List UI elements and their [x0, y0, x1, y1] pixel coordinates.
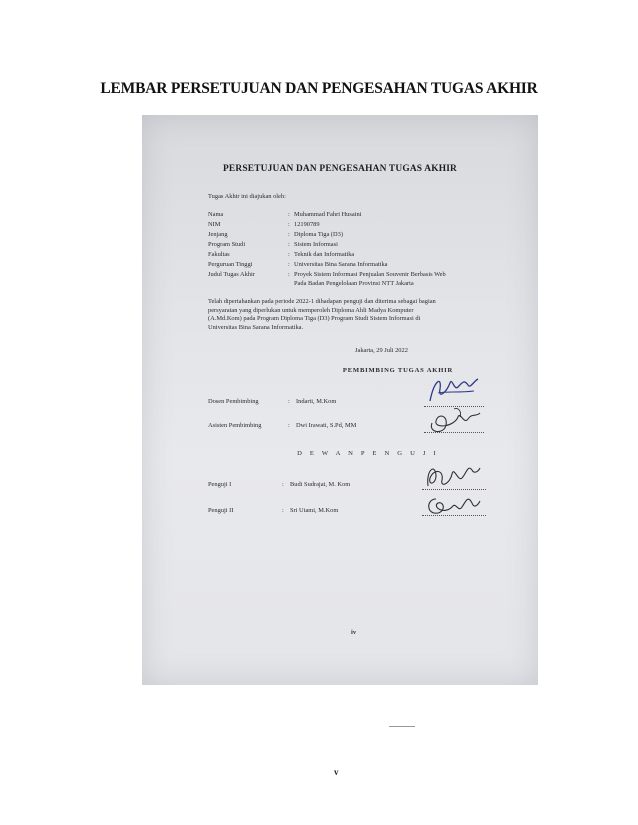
field-colon: :	[282, 481, 284, 488]
examiner-name: Budi Sudrajat, M. Kom	[290, 481, 351, 488]
field-label: Jenjang	[208, 231, 228, 238]
paragraph-line: Universitas Bina Sarana Informatika.	[208, 324, 304, 332]
field-label: Nama	[208, 211, 224, 218]
field-value: Muhammad Fahri Husaini	[294, 211, 362, 218]
field-colon: :	[288, 271, 290, 278]
examiner-heading: D E W A N P E N G U J I	[297, 450, 439, 457]
bottom-page-mark: v	[334, 767, 339, 777]
paragraph-line: persyaratan yang diperlukan untuk memperoleh Diploma Ahli Madya Komputer	[208, 306, 414, 314]
field-value: 12190789	[294, 221, 320, 228]
field-colon: :	[288, 261, 290, 268]
field-label: NIM	[208, 221, 221, 228]
field-label: Program Studi	[208, 241, 246, 248]
field-colon: :	[288, 251, 290, 258]
document-page-number: iv	[351, 629, 357, 636]
field-value: Sistem Informasi	[294, 241, 338, 248]
separator-line	[389, 726, 415, 727]
field-label: Judul Tugas Akhir	[208, 271, 255, 278]
supervisor-name: Indarti, M.Kom	[296, 398, 337, 405]
field-colon: :	[288, 422, 290, 429]
signature-asisten-pembimbing	[424, 403, 486, 439]
paragraph-line: (A.Md.Kom) pada Program Diploma Tiga (D3) Program Studi Sistem Informasi di	[208, 315, 421, 323]
field-colon: :	[288, 211, 290, 218]
field-label: Fakultas	[208, 251, 230, 258]
examiner-label: Penguji II	[208, 507, 234, 514]
supervisor-label: Asisten Pembimbing	[208, 422, 262, 429]
field-colon: :	[288, 241, 290, 248]
field-colon: :	[288, 398, 290, 405]
examiner-label: Penguji I	[208, 481, 232, 488]
field-value: Universitas Bina Sarana Informatika	[294, 261, 388, 268]
page-heading: LEMBAR PERSETUJUAN DAN PENGESAHAN TUGAS AKHIR	[100, 80, 538, 97]
field-colon: :	[288, 231, 290, 238]
field-label: Perguruan Tinggi	[208, 261, 253, 268]
document-title: PERSETUJUAN DAN PENGESAHAN TUGAS AKHIR	[222, 164, 458, 174]
field-value-continued: Pada Badan Pengelolaan Provinsi NTT Jakarta	[294, 280, 414, 287]
supervisor-heading: PEMBIMBING TUGAS AKHIR	[342, 367, 454, 374]
date-text: Jakarta, 29 Juli 2022	[355, 347, 408, 354]
signature-penguji-2	[422, 489, 486, 521]
intro-text: Tugas Akhir ini diajukan oleh:	[208, 193, 286, 200]
supervisor-name: Dwi Irawati, S.Pd, MM	[296, 422, 357, 429]
paragraph-line: Telah dipertahankan pada periode 2022-1 dihadapan penguji dan diterima sebagai bagian	[208, 298, 436, 305]
signature-dosen-pembimbing	[424, 371, 484, 407]
approval-paragraph	[208, 298, 503, 333]
examiner-name: Sri Utami, M.Kom	[290, 507, 339, 514]
field-value: Proyek Sistem Informasi Penjualan Souvenir Berbasis Web	[294, 271, 446, 278]
field-colon: :	[288, 221, 290, 228]
supervisor-label: Dosen Pembimbing	[208, 398, 259, 405]
scanned-document	[142, 115, 538, 685]
field-value: Teknik dan Informatika	[294, 251, 355, 258]
field-value: Diploma Tiga (D3)	[294, 231, 343, 238]
field-colon: :	[282, 507, 284, 514]
